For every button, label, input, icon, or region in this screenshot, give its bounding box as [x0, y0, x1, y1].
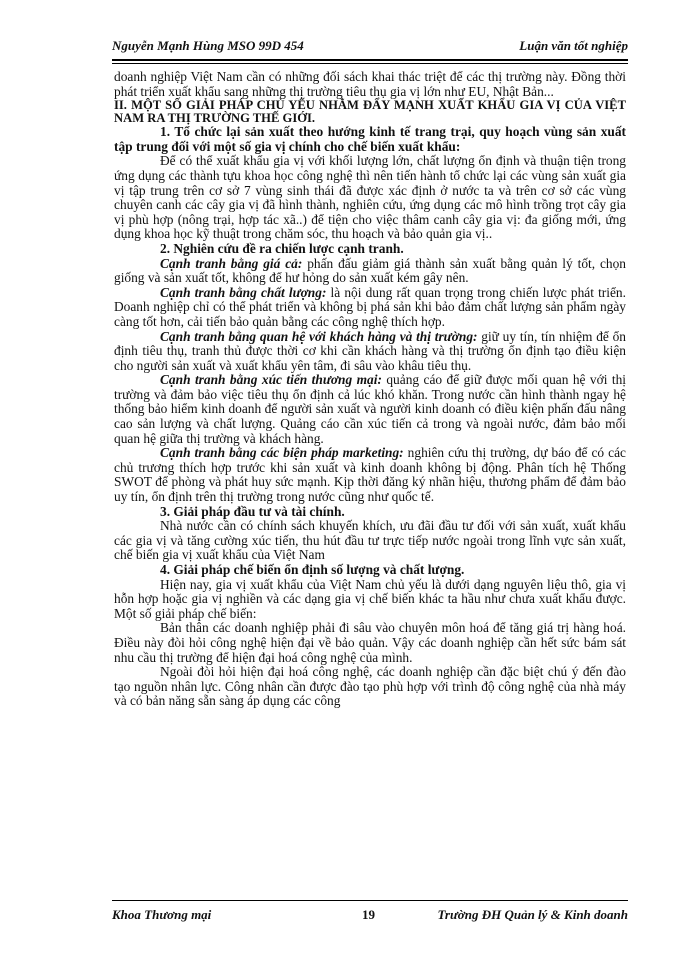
- paragraph: [114, 373, 626, 446]
- subsection-heading: 2. Nghiên cứu đề ra chiến lược cạnh tranh.: [160, 240, 404, 256]
- paragraph-lead: Cạnh tranh bằng xúc tiến thương mại:: [160, 372, 382, 388]
- paragraph: Bản thân các doanh nghiệp phải đi sâu vào chuyên môn hoá để tăng giá trị hàng hoá. Điều này đòi hỏi công nghệ hiện đại về bảo quản. Vậy các doanh nghiệp cần hết sức bám sát nhu cầu thị trường để hiện đại hoá công nghệ của mình.: [114, 620, 626, 665]
- header-rule-thick: [112, 59, 628, 61]
- paragraph: [114, 257, 626, 286]
- paragraph-text: nghiên cứu thị trường, dự báo để có các chủ trương thích hợp trước khi sản xuất và kinh doanh không bị động. Phân tích hệ Thống SWOT để phòng và phát huy sức mạnh. Kịp thời đăng ký nhãn hiệu, thương phẩm để đảm bảo uy tín, ổn định trên thị trường trong nước cũng như quốc tế.: [114, 445, 626, 505]
- document-body: [114, 70, 626, 709]
- subsection-heading: 1. Tổ chức lại sản xuất theo hướng kinh tế trang trại, quy hoạch vùng sản xuất tập trung đối với một số gia vị chính cho chế biến xuất khẩu:: [114, 124, 626, 154]
- paragraph-lead: Cạnh tranh bằng các biện pháp marketing:: [160, 445, 404, 461]
- header-rule-thin: [112, 63, 628, 64]
- footer-department: Khoa Thương mại: [112, 907, 212, 922]
- subsection-heading: 4. Giải pháp chế biến ổn định số lượng và chất lượng.: [160, 562, 465, 577]
- paragraph-text: giữ uy tín, tín nhiệm để ổn định tiêu thụ, tranh thủ được thời cơ khi cần khách hàng và thị trường ổn định tạo điều kiện cho người sản xuất và xuất khẩu yên tâm, đi sâu vào khâu tiêu thụ.: [114, 328, 626, 373]
- section-heading: II. MỘT SỐ GIẢI PHÁP CHỦ YẾU NHẰM ĐẨY MẠNH XUẤT KHẨU GIA VỊ CỦA VIỆT NAM RA THỊ TRƯỜNG THẾ GIỚI.: [114, 98, 626, 126]
- page-header: [112, 38, 628, 56]
- footer-rule: [112, 900, 628, 901]
- paragraph-lead: Cạnh tranh bằng giá cả:: [160, 255, 303, 271]
- paragraph: Ngoài đòi hỏi hiện đại hoá công nghệ, các doanh nghiệp cần đặc biệt chú ý đến đào tạo nguồn nhân lực. Công nhân cần được đào tạo phù hợp với trình độ công nghệ của nhà máy và có bản năng sẵn sàng áp dụng các công: [114, 664, 626, 709]
- paragraph: Hiện nay, gia vị xuất khẩu của Việt Nam chủ yếu là dưới dạng nguyên liệu thô, gia vị hỗn hợp hoặc gia vị nghiền và các dạng gia vị chế biến khác ta hầu như chưa xuất khẩu được. Một số giải pháp chế biến:: [114, 576, 626, 621]
- paragraph: Nhà nước cần có chính sách khuyến khích, ưu đãi đầu tư đối với sản xuất, xuất khẩu các gia vị và tăng cường xúc tiến, thu hút đầu tư trực tiếp nước ngoài trong lĩnh vực sản xuất, chế biến gia vị xuất khẩu của Việt Nam: [114, 518, 626, 563]
- paragraph-text: là nội dung rất quan trọng trong chiến lược phát triển. Doanh nghiệp chỉ có thể phát triển và không bị phá sản khi bảo đảm chất lượng sản phẩm ngày càng tốt hơn, cải tiến bảo quản bằng các công nghệ thích hợp.: [114, 284, 626, 329]
- paragraph: [114, 446, 626, 504]
- footer-university: Trường ĐH Quản lý & Kinh doanh: [437, 907, 628, 922]
- paragraph-lead: Cạnh tranh bằng quan hệ với khách hàng và thị trường:: [160, 328, 478, 344]
- header-title: Luận văn tốt nghiệp: [519, 38, 628, 53]
- page-number: 19: [362, 907, 375, 922]
- paragraph-lead: Cạnh tranh bằng chất lượng:: [160, 284, 327, 300]
- paragraph: doanh nghiệp Việt Nam cần có những đối sách khai thác triệt để các thị trường này. Đồng thời phát triển xuất khẩu sang những thị trường tiêu thụ gia vị lớn như EU, Nhật Bản...: [114, 69, 626, 99]
- page-footer: [112, 907, 628, 925]
- paragraph-text: quảng cáo để giữ được mối quan hệ với thị trường và đảm bảo việc tiêu thụ ổn định cả lúc khó khăn. Trong nước cần hình thành ngay hệ thống bảo hiểm kinh doanh để người sản xuất và người kinh doanh có điều kiện phấn đấu nâng cao sản lượng và chất lượng. Quảng cáo cần xúc tiến cả trong và ngoài nước, đảm bảo mối quan hệ giữa thị trường và khách hàng.: [114, 372, 626, 446]
- header-author: Nguyễn Mạnh Hùng MSO 99D 454: [112, 38, 304, 53]
- subsection-heading: 3. Giải pháp đầu tư và tài chính.: [160, 503, 345, 519]
- paragraph-text: phấn đấu giảm giá thành sản xuất bằng quản lý tốt, chọn giống và sản xuất tốt, không để hư hỏng do sản xuất kém gây nên.: [114, 255, 626, 286]
- paragraph: [114, 286, 626, 330]
- paragraph: [114, 330, 626, 374]
- paragraph: Để có thể xuất khẩu gia vị với khối lượng lớn, chất lượng ổn định và thuận tiện trong ứng dụng các thành tựu khoa học công nghệ thì nên tiến hành tổ chức lại các vùng sản xuất gia vị tập trung trên cơ sở 7 vùng sinh thái đã được xác định ở nước ta và trên cơ sở các vùng chuyên canh các cây gia vị đã hình thành, nghiên cứu, ứng dụng các mô hình trồng trọt cây gia vị phù hợp (nông trại, hợp tác xã..) để tiện cho việc thâm canh cây gia vị: đa giống mới, ứng dụng khoa học kỹ thuật trong chăm sóc, thu hoạch và bảo quản gia vị..: [114, 153, 626, 242]
